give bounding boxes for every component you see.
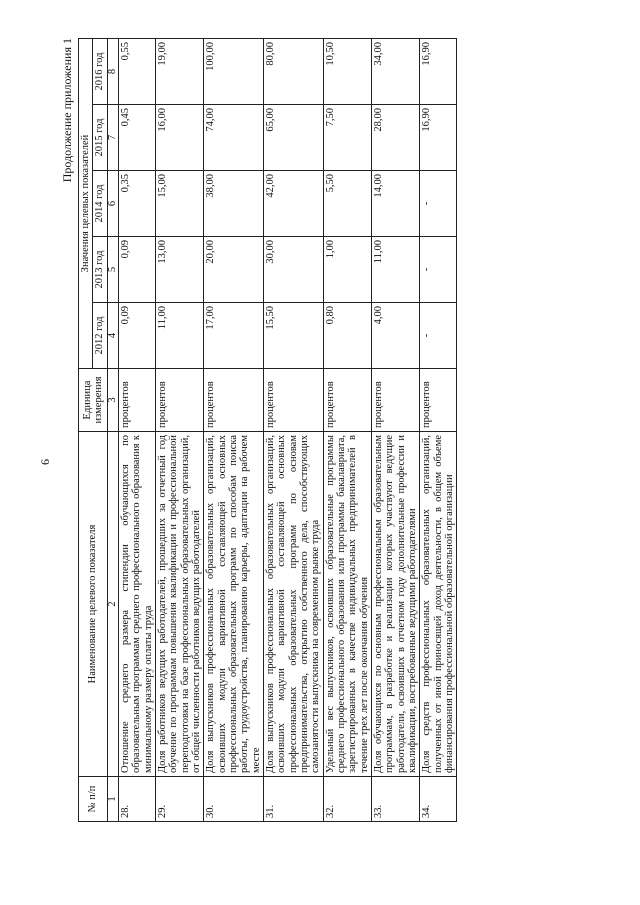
value-2015: 65,00 [264, 105, 324, 171]
table-row [420, 39, 457, 822]
indicator-name: Доля обучающихся по основным профессиональным образовательным программам, в разработке и реализации которых участвуют ведущие работодатели, освоивших в отчетном году дополнительные профессии и квалификации, востребованные ведущими работодателями [372, 432, 420, 777]
value-2016: 16,90 [420, 39, 457, 105]
value-2012: - [420, 303, 457, 369]
value-2012: 15,50 [264, 303, 324, 369]
indicators-table [78, 38, 457, 822]
value-2015: 0,45 [119, 105, 156, 171]
header-num: № п/п [79, 777, 108, 822]
table-row [372, 39, 420, 822]
value-2012: 11,00 [156, 303, 204, 369]
table-row [204, 39, 264, 822]
unit-cell: процентов [156, 369, 204, 432]
indicator-name: Отношение среднего размера стипендии обучающихся по образовательным программам среднего профессионального образования к минимальному размеру оплаты труда [119, 432, 156, 777]
column-index: 6 [107, 171, 119, 237]
table-row [323, 39, 371, 822]
value-2016: 10,50 [323, 39, 371, 105]
unit-cell: процентов [372, 369, 420, 432]
value-2015: 16,00 [156, 105, 204, 171]
value-2013: 30,00 [264, 237, 324, 303]
unit-cell: процентов [420, 369, 457, 432]
value-2012: 0,80 [323, 303, 371, 369]
value-2012: 4,00 [372, 303, 420, 369]
row-number: 30. [204, 777, 264, 822]
row-number: 28. [119, 777, 156, 822]
header-year: 2012 год [93, 303, 107, 369]
value-2013: 0,09 [119, 237, 156, 303]
header-unit: Единица измерения [79, 369, 108, 432]
value-2014: 0,35 [119, 171, 156, 237]
row-number: 31. [264, 777, 324, 822]
value-2014: 15,00 [156, 171, 204, 237]
indicator-name: Доля работников ведущих работодателей, прошедших за отчетный год обучение по программам повышения квалификации и профессиональной переподготовки на базе профессиональных образовательных организаций, от общей численности работников ведущих работодателей [156, 432, 204, 777]
indicator-name: Удельный вес выпускников, освоивших образовательные программы среднего профессионального образования или программы бакалавриата, зарегистрированных в качестве индивидуальных предпринимателей в течение трех лет после окончания обучения [323, 432, 371, 777]
value-2015: 16,90 [420, 105, 457, 171]
header-name: Наименование целевого показателя [79, 432, 108, 777]
row-number: 32. [323, 777, 371, 822]
indicator-name: Доля средств профессиональных образовательных организаций, полученных от иной приносящей доход деятельности, в общем объеме финансирования профессиональной образовательной организации [420, 432, 457, 777]
table-row [119, 39, 156, 822]
value-2016: 19,00 [156, 39, 204, 105]
value-2014: 38,00 [204, 171, 264, 237]
column-index: 7 [107, 105, 119, 171]
header-values-group: Значения целевых показателей [79, 39, 93, 369]
header-year: 2014 год [93, 171, 107, 237]
value-2015: 7,50 [323, 105, 371, 171]
value-2012: 17,00 [204, 303, 264, 369]
value-2016: 80,00 [264, 39, 324, 105]
value-2013: 11,00 [372, 237, 420, 303]
value-2014: 42,00 [264, 171, 324, 237]
table-row [156, 39, 204, 822]
value-2016: 100,00 [204, 39, 264, 105]
column-index: 8 [107, 39, 119, 105]
value-2014: - [420, 171, 457, 237]
value-2015: 74,00 [204, 105, 264, 171]
column-index: 5 [107, 237, 119, 303]
table-row [264, 39, 324, 822]
value-2015: 28,00 [372, 105, 420, 171]
column-index: 1 [107, 777, 119, 822]
value-2016: 0,55 [119, 39, 156, 105]
unit-cell: процентов [323, 369, 371, 432]
indicator-name: Доля выпускников профессиональных образовательных организаций, освоивших модули вариативной составляющей основных профессиональных образовательных программ по способам поиска работы, трудоустройства, планированию карьеры, адаптации на рабочем месте [204, 432, 264, 777]
row-number: 29. [156, 777, 204, 822]
value-2013: 20,00 [204, 237, 264, 303]
value-2016: 34,00 [372, 39, 420, 105]
column-index: 3 [107, 369, 119, 432]
unit-cell: процентов [119, 369, 156, 432]
header-year: 2016 год [93, 39, 107, 105]
page-number: 6 [38, 459, 52, 465]
value-2013: - [420, 237, 457, 303]
unit-cell: процентов [204, 369, 264, 432]
header-year: 2015 год [93, 105, 107, 171]
value-2014: 14,00 [372, 171, 420, 237]
value-2013: 1,00 [323, 237, 371, 303]
column-index: 2 [107, 432, 119, 777]
value-2013: 13,00 [156, 237, 204, 303]
value-2014: 5,50 [323, 171, 371, 237]
column-index: 4 [107, 303, 119, 369]
header-year: 2013 год [93, 237, 107, 303]
unit-cell: процентов [264, 369, 324, 432]
appendix-note: Продолжение приложения 1 [60, 38, 74, 183]
indicator-name: Доля выпускников профессиональных образовательных организаций, освоивших модули вариативной составляющей основных профессиональных образовательных программ по основам предпринимательства, открытию собственного дела, способствующих самозанятости выпускника на современном рынке труда [264, 432, 324, 777]
value-2012: 0,09 [119, 303, 156, 369]
row-number: 34. [420, 777, 457, 822]
row-number: 33. [372, 777, 420, 822]
